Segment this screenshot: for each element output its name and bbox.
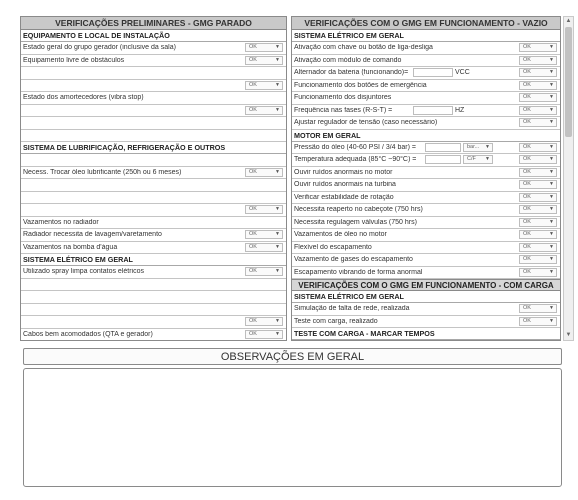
checklist-row — [292, 217, 560, 230]
checklist-item-label: Frequência nas fases (R-S-T) = — [294, 106, 393, 114]
checklist-row — [292, 154, 560, 167]
checklist-item-label: Estado dos amortecedores (vibra stop) — [23, 94, 144, 102]
chevron-down-icon: ▼ — [275, 56, 280, 63]
section-heading: SISTEMA ELÉTRICO EM GERAL — [292, 30, 560, 42]
checklist-row — [292, 316, 560, 329]
chevron-down-icon: ▼ — [275, 44, 280, 51]
status-select-value: OK — [523, 181, 531, 188]
checklist-row — [292, 92, 560, 105]
measurement-input[interactable] — [413, 106, 453, 115]
status-select-value: OK — [523, 44, 531, 51]
chevron-down-icon: ▼ — [549, 156, 554, 163]
checklist-row — [292, 242, 560, 255]
chevron-down-icon: ▼ — [549, 69, 554, 76]
chevron-down-icon: ▼ — [275, 206, 280, 213]
chevron-down-icon: ▼ — [549, 206, 554, 213]
checklist-item-label: Funcionamento dos botões de emergência — [294, 81, 427, 89]
chevron-down-icon: ▼ — [549, 168, 554, 175]
status-select-value: OK — [523, 256, 531, 263]
status-select-value: OK — [523, 243, 531, 250]
status-select-value: OK — [523, 305, 531, 312]
checklist-item-label: Flexível do escapamento — [294, 243, 372, 251]
blank-row — [21, 291, 286, 304]
status-select-value: OK — [249, 44, 257, 51]
checklist-item-label: Alternador da bateria (funcionando)= — [294, 69, 409, 77]
checklist-row — [292, 105, 560, 118]
status-select[interactable] — [245, 56, 283, 65]
checklist-item-label: Simulação de falta de rede, realizada — [294, 305, 410, 313]
chevron-down-icon: ▼ — [549, 181, 554, 188]
status-select-value: OK — [249, 56, 257, 63]
checklist-item-label: Ouvir ruídos anormais na turbina — [294, 181, 396, 189]
measurement-unit: HZ — [455, 106, 465, 114]
checklist-row — [292, 80, 560, 93]
checklist-item-label: Ativação com chave ou botão de liga-desliga — [294, 44, 433, 52]
status-select-value: OK — [249, 243, 257, 250]
section-heading: MOTOR EM GERAL — [292, 130, 560, 142]
checklist-item-label: Ouvir ruídos anormais no motor — [294, 168, 393, 176]
chevron-down-icon: ▼ — [549, 193, 554, 200]
blank-row — [21, 67, 286, 80]
chevron-down-icon: ▼ — [549, 268, 554, 275]
section-heading: SISTEMA ELÉTRICO EM GERAL — [292, 291, 560, 303]
checklist-row — [292, 192, 560, 205]
unit-select-value: C/F — [467, 156, 476, 163]
checklist-item-label: Vazamentos no radiador — [23, 218, 99, 226]
measurement-input[interactable] — [425, 143, 461, 152]
checklist-item-label: Verificar estabilidade de rotação — [294, 193, 394, 201]
status-select[interactable] — [245, 43, 283, 52]
chevron-down-icon: ▼ — [549, 143, 554, 150]
checklist-row — [21, 329, 286, 342]
blank-row — [21, 304, 286, 317]
blank-row — [21, 154, 286, 167]
chevron-down-icon: ▼ — [275, 231, 280, 238]
status-select[interactable] — [519, 43, 557, 52]
checklist-row — [292, 167, 560, 180]
status-select-value: OK — [523, 218, 531, 225]
checklist-item-label: Teste com carga, realizado — [294, 317, 378, 325]
observations-header: OBSERVAÇÕES EM GERAL — [23, 348, 562, 365]
blank-row — [21, 279, 286, 292]
status-select[interactable] — [519, 268, 557, 277]
status-select[interactable] — [519, 68, 557, 77]
status-select-value: OK — [249, 81, 257, 88]
panel-title-running-load: VERIFICAÇÕES COM O GMG EM FUNCIONAMENTO - COM CARGA — [292, 279, 560, 291]
checklist-item-label: Necess. Trocar óleo lubrificante (250h ou 6 meses) — [23, 168, 182, 176]
status-select[interactable] — [245, 317, 283, 326]
status-select-value: OK — [523, 56, 531, 63]
status-select[interactable] — [245, 205, 283, 214]
checklist-row — [21, 55, 286, 68]
checklist-row — [292, 42, 560, 55]
checklist-row — [21, 80, 286, 93]
chevron-down-icon: ▼ — [275, 268, 280, 275]
section-heading: SISTEMA ELÉTRICO EM GERAL — [21, 254, 286, 266]
status-select-value: OK — [523, 106, 531, 113]
status-select[interactable] — [519, 230, 557, 239]
status-select[interactable] — [245, 330, 283, 339]
chevron-down-icon: ▼ — [549, 106, 554, 113]
status-select[interactable] — [519, 81, 557, 90]
checklist-item-label: Pressão do óleo (40-60 PSI / 3/4 bar) = — [294, 143, 416, 151]
status-select-value: OK — [523, 206, 531, 213]
chevron-down-icon: ▼ — [485, 156, 490, 163]
chevron-down-icon: ▼ — [549, 317, 554, 324]
chevron-down-icon: ▼ — [485, 143, 490, 150]
chevron-down-icon: ▼ — [549, 94, 554, 101]
chevron-down-icon: ▼ — [549, 81, 554, 88]
chevron-down-icon: ▼ — [275, 106, 280, 113]
chevron-down-icon: ▼ — [275, 168, 280, 175]
status-select[interactable] — [519, 243, 557, 252]
section-heading: EQUIPAMENTO E LOCAL DE INSTALAÇÃO — [21, 30, 286, 42]
status-select-value: OK — [249, 231, 257, 238]
checklist-item-label: Ajustar regulador de tensão (caso necessário) — [294, 119, 438, 127]
chevron-down-icon: ▼ — [275, 318, 280, 325]
preliminary-checks-panel — [20, 16, 287, 341]
checklist-row — [292, 55, 560, 68]
panel-title-running-empty: VERIFICAÇÕES COM O GMG EM FUNCIONAMENTO - VAZIO — [292, 17, 560, 30]
vertical-scrollbar[interactable] — [563, 16, 574, 341]
unit-select-value: bar... — [467, 143, 480, 150]
status-select-value: OK — [523, 268, 531, 275]
status-select[interactable] — [519, 106, 557, 115]
load-checks-list — [292, 291, 560, 328]
unit-select[interactable] — [463, 143, 493, 152]
running-checks-list — [292, 30, 560, 279]
checklist-row — [292, 142, 560, 155]
checklist-row — [21, 105, 286, 118]
panel-title-preliminary: VERIFICAÇÕES PRELIMINARES - GMG PARADO — [21, 17, 286, 30]
checklist-row — [21, 217, 286, 230]
section-heading: SISTEMA DE LUBRIFICAÇÃO, REFRIGERAÇÃO E OUTROS — [21, 142, 286, 154]
checklist-row — [292, 179, 560, 192]
status-select-value: OK — [249, 318, 257, 325]
observations-textarea[interactable] — [23, 368, 562, 487]
checklist-row — [292, 303, 560, 316]
measurement-input[interactable] — [413, 68, 453, 77]
checklist-row — [21, 204, 286, 217]
status-select[interactable] — [245, 106, 283, 115]
scroll-thumb[interactable] — [565, 27, 572, 137]
status-select[interactable] — [245, 81, 283, 90]
preliminary-checks-list — [21, 30, 286, 341]
checklist-item-label: Escapamento vibrando de forma anormal — [294, 268, 423, 276]
chevron-down-icon: ▼ — [549, 256, 554, 263]
status-select-value: OK — [523, 231, 531, 238]
scroll-down-arrow-icon[interactable]: ▼ — [565, 332, 572, 338]
chevron-down-icon: ▼ — [549, 56, 554, 63]
blank-row — [21, 192, 286, 205]
status-select[interactable] — [519, 205, 557, 214]
checklist-row — [21, 242, 286, 255]
section-heading-load-times: TESTE COM CARGA - MARCAR TEMPOS — [292, 328, 560, 340]
status-select-value: OK — [523, 81, 531, 88]
status-select[interactable] — [245, 168, 283, 177]
status-select[interactable] — [519, 168, 557, 177]
status-select[interactable] — [519, 317, 557, 326]
chevron-down-icon: ▼ — [549, 243, 554, 250]
status-select-value: OK — [249, 330, 257, 337]
running-checks-panel — [291, 16, 561, 341]
checklist-row — [292, 229, 560, 242]
status-select[interactable] — [519, 180, 557, 189]
chevron-down-icon: ▼ — [275, 81, 280, 88]
measurement-input[interactable] — [425, 155, 461, 164]
scroll-up-arrow-icon[interactable]: ▲ — [565, 18, 572, 24]
checklist-item-label: Temperatura adequada (85°C ~90°C) = — [294, 156, 417, 164]
checklist-item-label: Estado geral do grupo gerador (inclusive da sala) — [23, 44, 176, 52]
blank-row — [21, 179, 286, 192]
chevron-down-icon: ▼ — [549, 44, 554, 51]
status-select[interactable] — [519, 155, 557, 164]
status-select[interactable] — [519, 118, 557, 127]
checklist-item-label: Radiador necessita de lavagem/varetamento — [23, 231, 162, 239]
unit-select[interactable] — [463, 155, 493, 164]
checklist-item-label: Necessita regulagem válvulas (750 hrs) — [294, 218, 417, 226]
checklist-row — [292, 117, 560, 130]
status-select[interactable] — [519, 193, 557, 202]
status-select[interactable] — [519, 143, 557, 152]
blank-row — [21, 130, 286, 143]
checklist-row — [292, 204, 560, 217]
status-select[interactable] — [519, 255, 557, 264]
chevron-down-icon: ▼ — [549, 119, 554, 126]
measurement-unit: VCC — [455, 69, 470, 77]
checklist-item-label: Funcionamento dos disjuntores — [294, 94, 392, 102]
chevron-down-icon: ▼ — [549, 231, 554, 238]
status-select[interactable] — [245, 230, 283, 239]
status-select-value: OK — [523, 69, 531, 76]
checklist-item-label: Cabos bem acomodados (QTA e gerador) — [23, 330, 153, 338]
status-select-value: OK — [523, 119, 531, 126]
checklist-row — [292, 67, 560, 80]
status-select[interactable] — [245, 267, 283, 276]
chevron-down-icon: ▼ — [275, 330, 280, 337]
chevron-down-icon: ▼ — [549, 218, 554, 225]
checklist-item-label: Ativação com módulo de comando — [294, 56, 402, 64]
chevron-down-icon: ▼ — [549, 305, 554, 312]
checklist-row — [21, 316, 286, 329]
status-select-value: OK — [249, 268, 257, 275]
chevron-down-icon: ▼ — [275, 243, 280, 250]
checklist-item-label: Vazamento de gases do escapamento — [294, 256, 413, 264]
status-select[interactable] — [519, 93, 557, 102]
status-select-value: OK — [523, 317, 531, 324]
checklist-row — [292, 267, 560, 280]
checklist-row — [21, 42, 286, 55]
checklist-item-label: Necessita reaperto no cabeçote (750 hrs) — [294, 206, 423, 214]
status-select[interactable] — [519, 218, 557, 227]
blank-row — [21, 117, 286, 130]
status-select[interactable] — [519, 304, 557, 313]
status-select-value: OK — [523, 156, 531, 163]
status-select-value: OK — [249, 168, 257, 175]
checklist-row — [21, 92, 286, 105]
status-select[interactable] — [245, 243, 283, 252]
checklist-row — [21, 229, 286, 242]
checklist-item-label: Vazamentos de óleo no motor — [294, 231, 387, 239]
status-select-value: OK — [523, 193, 531, 200]
checklist-row — [21, 266, 286, 279]
status-select-value: OK — [523, 168, 531, 175]
status-select[interactable] — [519, 56, 557, 65]
checklist-item-label: Equipamento livre de obstáculos — [23, 56, 125, 64]
status-select-value: OK — [523, 94, 531, 101]
status-select-value: OK — [249, 206, 257, 213]
status-select-value: OK — [249, 106, 257, 113]
checklist-item-label: Vazamentos na bomba d'água — [23, 243, 118, 251]
checklist-row — [21, 167, 286, 180]
status-select-value: OK — [523, 143, 531, 150]
checklist-item-label: Utilizado spray limpa contatos elétricos — [23, 268, 144, 276]
checklist-row — [292, 254, 560, 267]
